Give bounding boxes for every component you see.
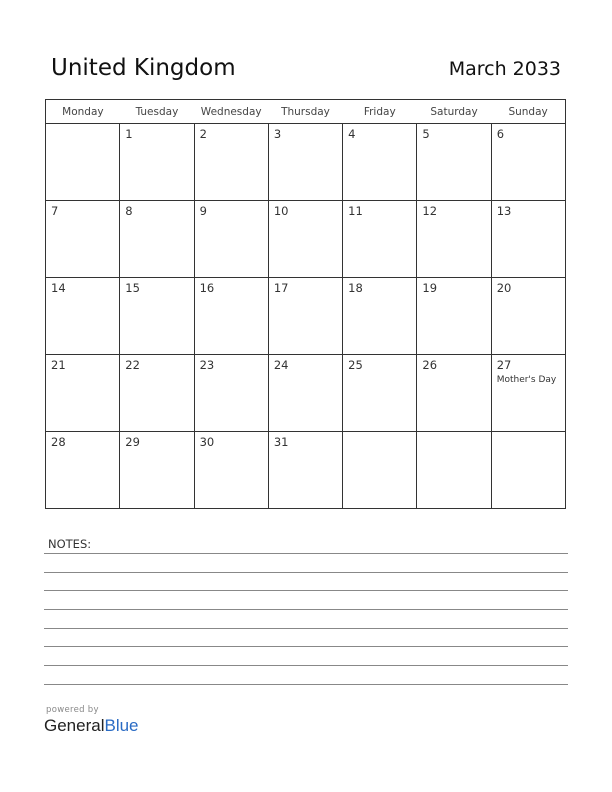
- brand-general: General: [44, 716, 105, 735]
- powered-by-text: powered by: [46, 705, 99, 715]
- day-number: 30: [199, 435, 215, 449]
- day-number: 4: [348, 127, 356, 141]
- day-cell: [268, 201, 342, 278]
- notes-line: [44, 684, 568, 685]
- weekday-friday: Friday: [343, 100, 417, 124]
- day-number: 3: [273, 127, 282, 141]
- week-row: [46, 124, 566, 201]
- day-number: 26: [422, 358, 438, 372]
- day-number: 19: [422, 281, 438, 295]
- day-number: [417, 432, 490, 436]
- weekday-monday: Monday: [46, 100, 120, 124]
- weekday-header-row: [46, 100, 566, 124]
- day-number: 8: [125, 204, 133, 218]
- notes-line: [44, 553, 568, 554]
- day-number: [492, 432, 565, 436]
- day-number: 9: [199, 204, 207, 218]
- day-number: 14: [51, 281, 66, 295]
- notes-line: [44, 590, 568, 591]
- week-row: [46, 278, 566, 355]
- day-cell: [120, 355, 194, 432]
- week-row: [46, 355, 566, 432]
- day-cell: [194, 201, 268, 278]
- day-number: 23: [199, 358, 215, 372]
- day-cell: [343, 278, 417, 355]
- notes-line: [44, 646, 568, 647]
- weekday-thursday: Thursday: [268, 100, 342, 124]
- day-cell: [46, 278, 120, 355]
- brand-blue: Blue: [104, 716, 139, 735]
- day-number: 20: [496, 281, 512, 295]
- notes-line: [44, 665, 568, 666]
- day-number: [343, 432, 416, 436]
- day-cell: [120, 201, 194, 278]
- day-number: 6: [496, 127, 505, 141]
- day-number: 27: [496, 358, 512, 372]
- day-cell: [120, 278, 194, 355]
- weekday-wednesday: Wednesday: [194, 100, 268, 124]
- day-cell: [491, 278, 565, 355]
- day-number: 21: [51, 358, 66, 372]
- day-cell: [343, 124, 417, 201]
- day-number: 17: [273, 281, 289, 295]
- day-cell: [268, 278, 342, 355]
- day-cell: [417, 355, 491, 432]
- day-cell: [194, 355, 268, 432]
- notes-line: [44, 609, 568, 610]
- day-cell: [46, 201, 120, 278]
- weekday-sunday: Sunday: [491, 100, 565, 124]
- day-number: 18: [348, 281, 363, 295]
- day-cell: [491, 355, 565, 432]
- day-cell: [417, 124, 491, 201]
- day-cell: [120, 432, 194, 509]
- weekday-tuesday: Tuesday: [120, 100, 194, 124]
- month-title: March 2033: [448, 58, 561, 80]
- day-cell: [417, 432, 491, 509]
- day-cell: [491, 432, 565, 509]
- generalblue-logo[interactable]: [44, 716, 139, 736]
- calendar-grid: [45, 99, 566, 509]
- week-row: [46, 432, 566, 509]
- day-cell: [491, 124, 565, 201]
- day-number: 15: [125, 281, 140, 295]
- day-number: 24: [273, 358, 289, 372]
- notes-line: [44, 628, 568, 629]
- day-cell: [46, 355, 120, 432]
- notes-label: NOTES:: [48, 537, 92, 551]
- day-number: 16: [199, 281, 215, 295]
- holiday-label: Mother's Day: [496, 375, 557, 385]
- day-number: 22: [125, 358, 140, 372]
- day-cell: [194, 278, 268, 355]
- country-title: United Kingdom: [51, 55, 236, 81]
- day-number: 29: [125, 435, 140, 449]
- day-cell: [46, 124, 120, 201]
- day-cell: [343, 201, 417, 278]
- notes-line: [44, 572, 568, 573]
- day-cell: [491, 201, 565, 278]
- week-row: [46, 201, 566, 278]
- day-cell: [343, 355, 417, 432]
- day-cell: [194, 432, 268, 509]
- day-number: 28: [51, 435, 66, 449]
- day-cell: [268, 355, 342, 432]
- day-number: 25: [348, 358, 363, 372]
- day-number: 13: [496, 204, 512, 218]
- day-cell: [268, 432, 342, 509]
- day-number: 12: [422, 204, 438, 218]
- day-number: 11: [348, 204, 363, 218]
- day-cell: [120, 124, 194, 201]
- day-number: 1: [125, 127, 133, 141]
- weekday-saturday: Saturday: [417, 100, 491, 124]
- day-cell: [417, 201, 491, 278]
- day-cell: [46, 432, 120, 509]
- day-number: 5: [422, 127, 430, 141]
- day-cell: [343, 432, 417, 509]
- day-cell: [194, 124, 268, 201]
- day-number: 2: [199, 127, 207, 141]
- day-number: 10: [273, 204, 289, 218]
- day-cell: [268, 124, 342, 201]
- day-number: [46, 124, 119, 128]
- day-cell: [417, 278, 491, 355]
- day-number: 7: [51, 204, 59, 218]
- day-number: 31: [273, 435, 289, 449]
